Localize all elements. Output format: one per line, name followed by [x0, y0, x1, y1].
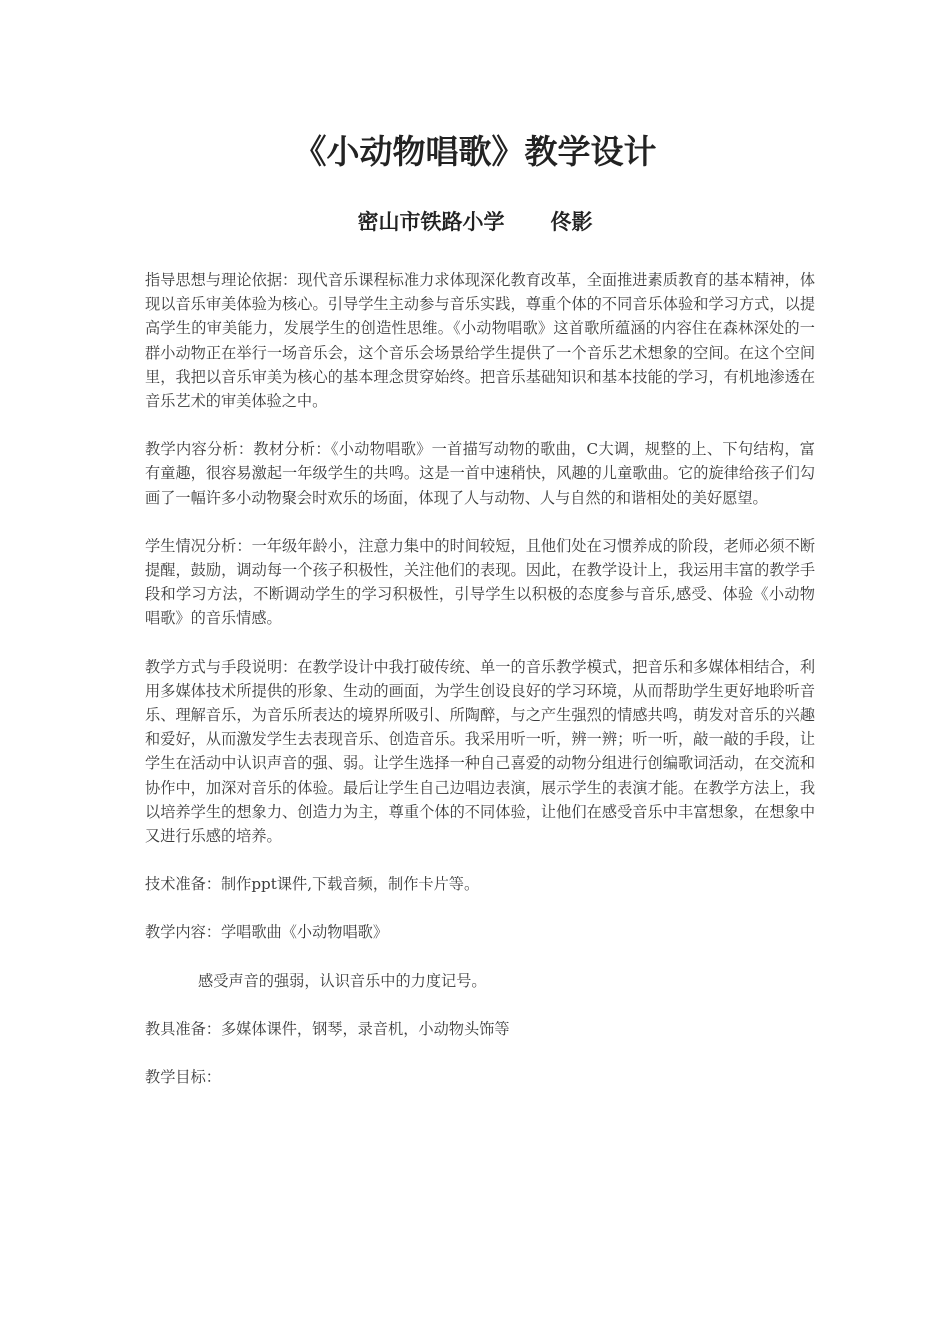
- paragraph-teaching-aids: 教具准备：多媒体课件，钢琴，录音机，小动物头饰等: [145, 1019, 510, 1038]
- paragraph-teaching-goals: 教学目标：: [145, 1068, 221, 1087]
- author-name: 佟影: [550, 210, 593, 234]
- paragraph-content-detail: 感受声音的强弱，认识音乐中的力度记号。: [198, 971, 487, 990]
- paragraph-student-analysis: 学生情况分析：一年级年龄小，注意力集中的时间较短，且他们处在习惯养成的阶段，老师必须不断提醒，鼓励，调动每一个孩子积极性，关注他们的表现。因此，在教学设计上，我运用丰富的教学手段和学习方法，不断调动学生的学习积极性，引导学生以积极的态度参与音乐,感受、体验《小动物唱歌》的音乐情感。: [145, 536, 815, 628]
- paragraph-guiding-ideology: 指导思想与理论依据：现代音乐课程标准力求体现深化教育改革，全面推进素质教育的基本精神，体现以音乐审美体验为核心。引导学生主动参与音乐实践，尊重个体的不同音乐体验和学习方式，以提高学生的审美能力，发展学生的创造性思维。《小动物唱歌》这首歌所蕴涵的内容住在森林深处的一群小动物正在举行一场音乐会，这个音乐会场景给学生提供了一个音乐艺术想象的空间。在这个空间里，我把以音乐审美为核心的基本理念贯穿始终。把音乐基础知识和基本技能的学习，有机地渗透在音乐艺术的审美体验之中。: [145, 271, 815, 411]
- document-body: [145, 268, 815, 1113]
- author-line: [0, 207, 950, 237]
- paragraph-technical-preparation: 技术准备：制作ppt课件,下载音频，制作卡片等。: [145, 875, 480, 894]
- document-title: 《小动物唱歌》教学设计: [293, 132, 657, 171]
- author-school: 密山市铁路小学: [357, 210, 505, 234]
- paragraph-content-analysis: 教学内容分析：教材分析：《小动物唱歌》一首描写动物的歌曲，C大调，规整的上、下句结构，富有童趣，很容易激起一年级学生的共鸣。这是一首中速稍快，风趣的儿童歌曲。它的旋律给孩子们勾画了一幅许多小动物聚会时欢乐的场面，体现了人与动物、人与自然的和谐相处的美好愿望。: [145, 440, 815, 507]
- paragraph-teaching-content: 教学内容：学唱歌曲《小动物唱歌》: [145, 923, 388, 942]
- paragraph-teaching-methods: 教学方式与手段说明：在教学设计中我打破传统、单一的音乐教学模式，把音乐和多媒体相结合，利用多媒体技术所提供的形象、生动的画面，为学生创设良好的学习环境，从而帮助学生更好地聆听音乐、理解音乐，为音乐所表达的境界所吸引、所陶醉，与之产生强烈的情感共鸣，萌发对音乐的兴趣和爱好，从而激发学生去表现音乐、创造音乐。我采用听一听，辨一辨；听一听，敲一敲的手段，让学生在活动中认识声音的强、弱。让学生选择一种自己喜爱的动物分组进行创编歌词活动，在交流和协作中，加深对音乐的体验。最后让学生自己边唱边表演，展示学生的表演才能。在教学方法上，我以培养学生的想象力、创造力为主，尊重个体的不同体验，让他们在感受音乐中丰富想象，在想象中又进行乐感的培养。: [145, 657, 815, 846]
